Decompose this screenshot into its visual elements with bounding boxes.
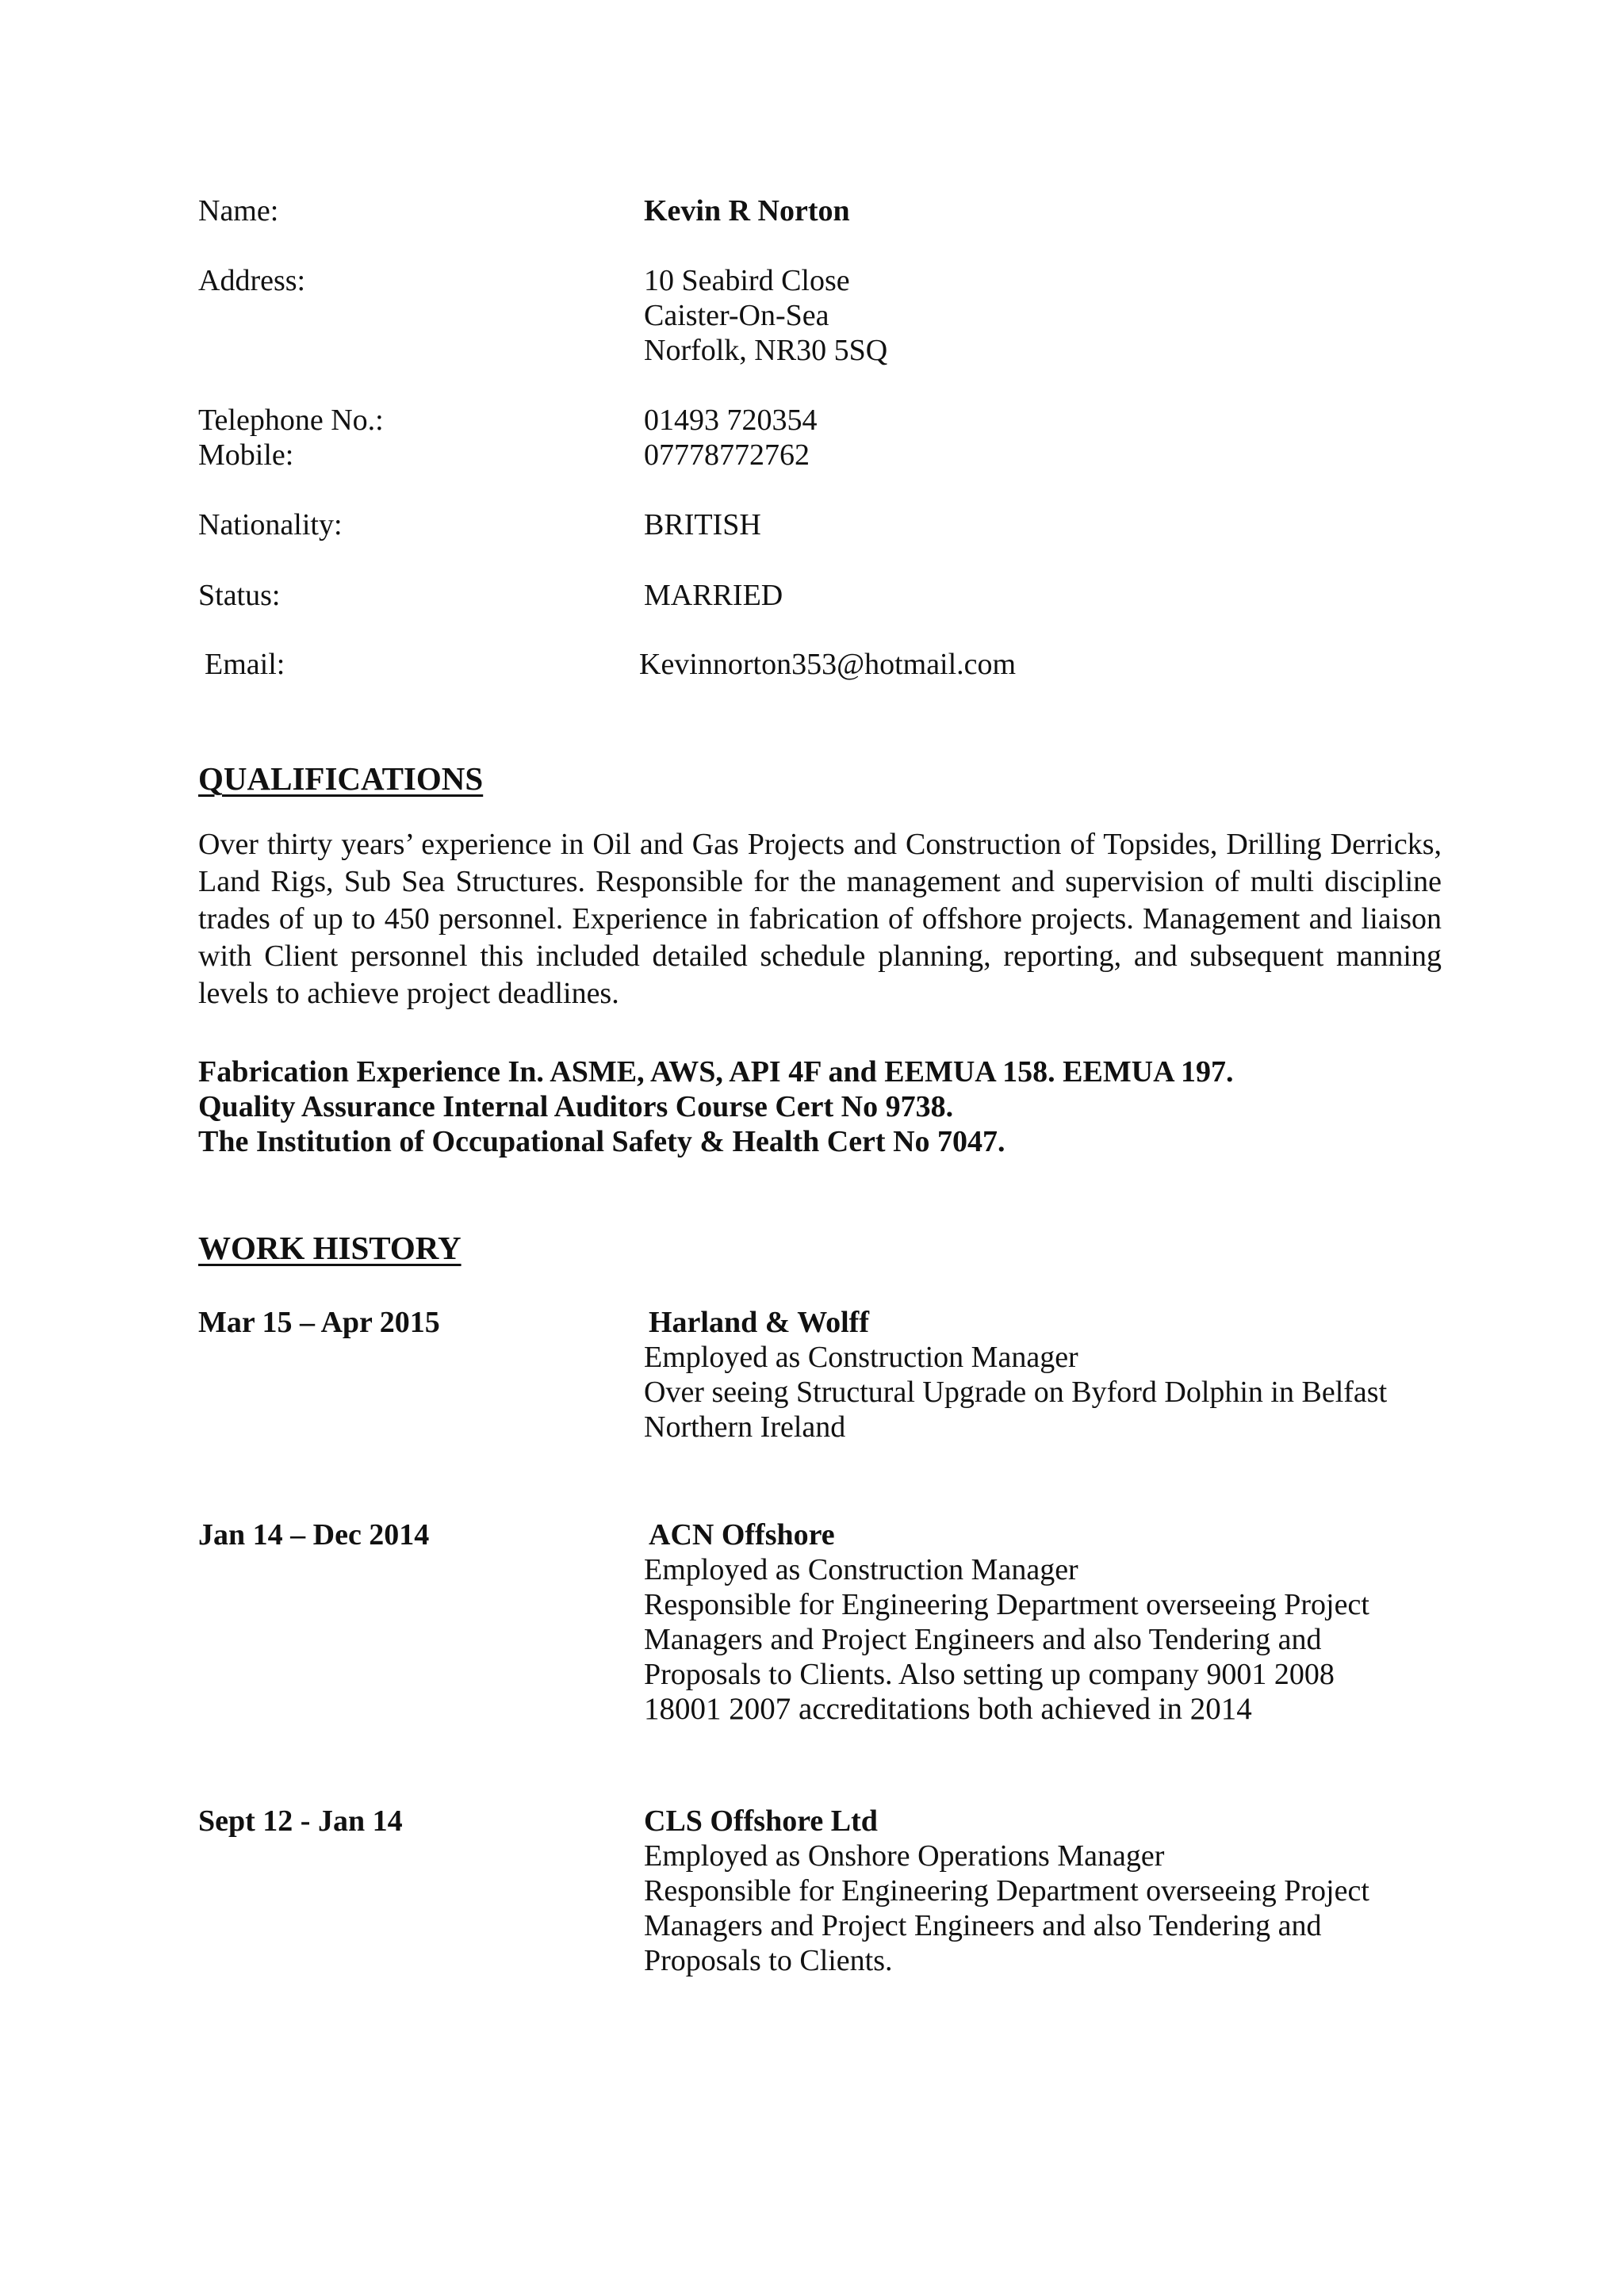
job-line: Northern Ireland — [644, 1410, 846, 1444]
address-line-3: Norfolk, NR30 5SQ — [644, 334, 888, 367]
job-company: ACN Offshore — [649, 1518, 835, 1552]
job-line: Managers and Project Engineers and also Tendering and — [644, 1623, 1322, 1656]
work-history-heading: WORK HISTORY — [198, 1230, 462, 1266]
email-value: Kevinnorton353@hotmail.com — [639, 648, 1017, 681]
mobile-label: Mobile: — [198, 438, 294, 472]
job-line: Over seeing Structural Upgrade on Byford Dolphin in Belfast — [644, 1376, 1388, 1409]
job-line: Proposals to Clients. — [644, 1944, 893, 1977]
job-line: Managers and Project Engineers and also Tendering and — [644, 1909, 1322, 1942]
qualifications-heading: QUALIFICATIONS — [198, 760, 484, 797]
job-line: Employed as Construction Manager — [644, 1553, 1078, 1586]
job-dates: Mar 15 – Apr 2015 — [198, 1306, 440, 1339]
qualifications-summary: Over thirty years’ experience in Oil and Gas Projects and Construction of Topsides, Drilling Derricks, Land Rigs, Sub Sea Structures. Responsible for the management and supervision of multi discipline trades of up to 450 personnel. Experience in fabrication of offshore projects. Management and liaison with Client personnel this included detailed schedule planning, reporting, and subsequent manning levels to achieve project deadlines. — [198, 828, 1442, 1010]
job-dates: Sept 12 - Jan 14 — [198, 1804, 403, 1838]
job-line: Proposals to Clients. Also setting up company 9001 2008 — [644, 1658, 1335, 1691]
job-line: Responsible for Engineering Department overseeing Project — [644, 1874, 1369, 1908]
job-line: Responsible for Engineering Department overseeing Project — [644, 1588, 1369, 1621]
telephone-value: 01493 720354 — [644, 404, 818, 437]
job-line: Employed as Onshore Operations Manager — [644, 1839, 1165, 1873]
address-line-1: 10 Seabird Close — [644, 264, 850, 297]
telephone-label: Telephone No.: — [198, 404, 384, 437]
cert-line-1: Fabrication Experience In. ASME, AWS, API 4F and EEMUA 158. EEMUA 197. — [198, 1055, 1234, 1089]
job-company: CLS Offshore Ltd — [644, 1804, 878, 1838]
mobile-value: 07778772762 — [644, 438, 810, 472]
job-dates: Jan 14 – Dec 2014 — [198, 1518, 430, 1552]
nationality-label: Nationality: — [198, 508, 343, 541]
job-company: Harland & Wolff — [649, 1306, 869, 1339]
job-line: Employed as Construction Manager — [644, 1341, 1078, 1374]
address-line-2: Caister-On-Sea — [644, 299, 829, 332]
status-value: MARRIED — [644, 579, 783, 612]
name-label: Name: — [198, 194, 279, 228]
cert-line-3: The Institution of Occupational Safety & Health Cert No 7047. — [198, 1125, 1005, 1158]
address-label: Address: — [198, 264, 306, 297]
person-name: Kevin R Norton — [644, 194, 850, 228]
email-label: Email: — [205, 648, 285, 681]
nationality-value: BRITISH — [644, 508, 761, 541]
status-label: Status: — [198, 579, 281, 612]
cert-line-2: Quality Assurance Internal Auditors Course Cert No 9738. — [198, 1090, 954, 1123]
job-line: 18001 2007 accreditations both achieved in 2014 — [644, 1692, 1252, 1726]
